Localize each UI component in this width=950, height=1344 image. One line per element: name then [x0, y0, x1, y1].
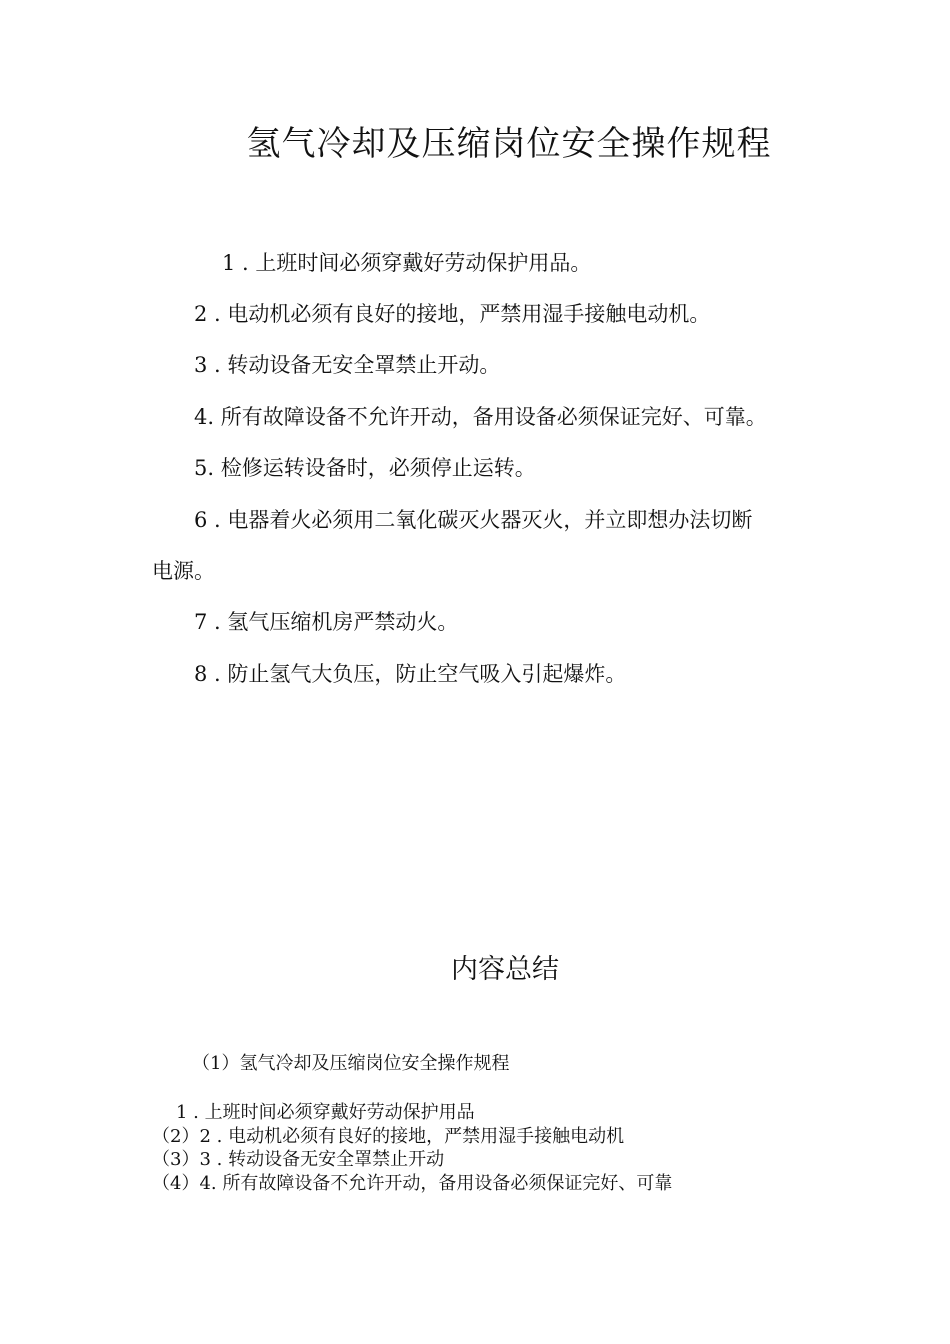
rule-item: 5. 检修运转设备时，必须停止运转。	[194, 456, 536, 480]
rule-item: 6 . 电器着火必须用二氧化碳灭火器灭火，并立即想办法切断	[194, 508, 753, 532]
document-title: 氢气冷却及压缩岗位安全操作规程	[246, 124, 772, 164]
rule-item: 3 . 转动设备无安全罩禁止开动。	[194, 353, 501, 377]
summary-line: 1 . 上班时间必须穿戴好劳动保护用品	[176, 1102, 475, 1123]
rule-item: 4. 所有故障设备不允许开动，备用设备必须保证完好、可靠。	[194, 405, 767, 429]
summary-line: （1）氢气冷却及压缩岗位安全操作规程	[192, 1053, 510, 1074]
summary-line: （2）2 . 电动机必须有良好的接地，严禁用湿手接触电动机	[152, 1126, 625, 1147]
summary-line: （4）4. 所有故障设备不允许开动，备用设备必须保证完好、可靠	[152, 1173, 673, 1194]
summary-title: 内容总结	[451, 954, 559, 985]
rule-item: 2 . 电动机必须有良好的接地，严禁用湿手接触电动机。	[194, 302, 711, 326]
rule-item: 8 . 防止氢气大负压，防止空气吸入引起爆炸。	[194, 662, 627, 686]
summary-line: （3）3 . 转动设备无安全罩禁止开动	[152, 1149, 445, 1170]
rule-item: 1 . 上班时间必须穿戴好劳动保护用品。	[222, 251, 592, 275]
rule-item: 7 . 氢气压缩机房严禁动火。	[194, 610, 459, 634]
rule-item-continuation: 电源。	[152, 559, 215, 583]
